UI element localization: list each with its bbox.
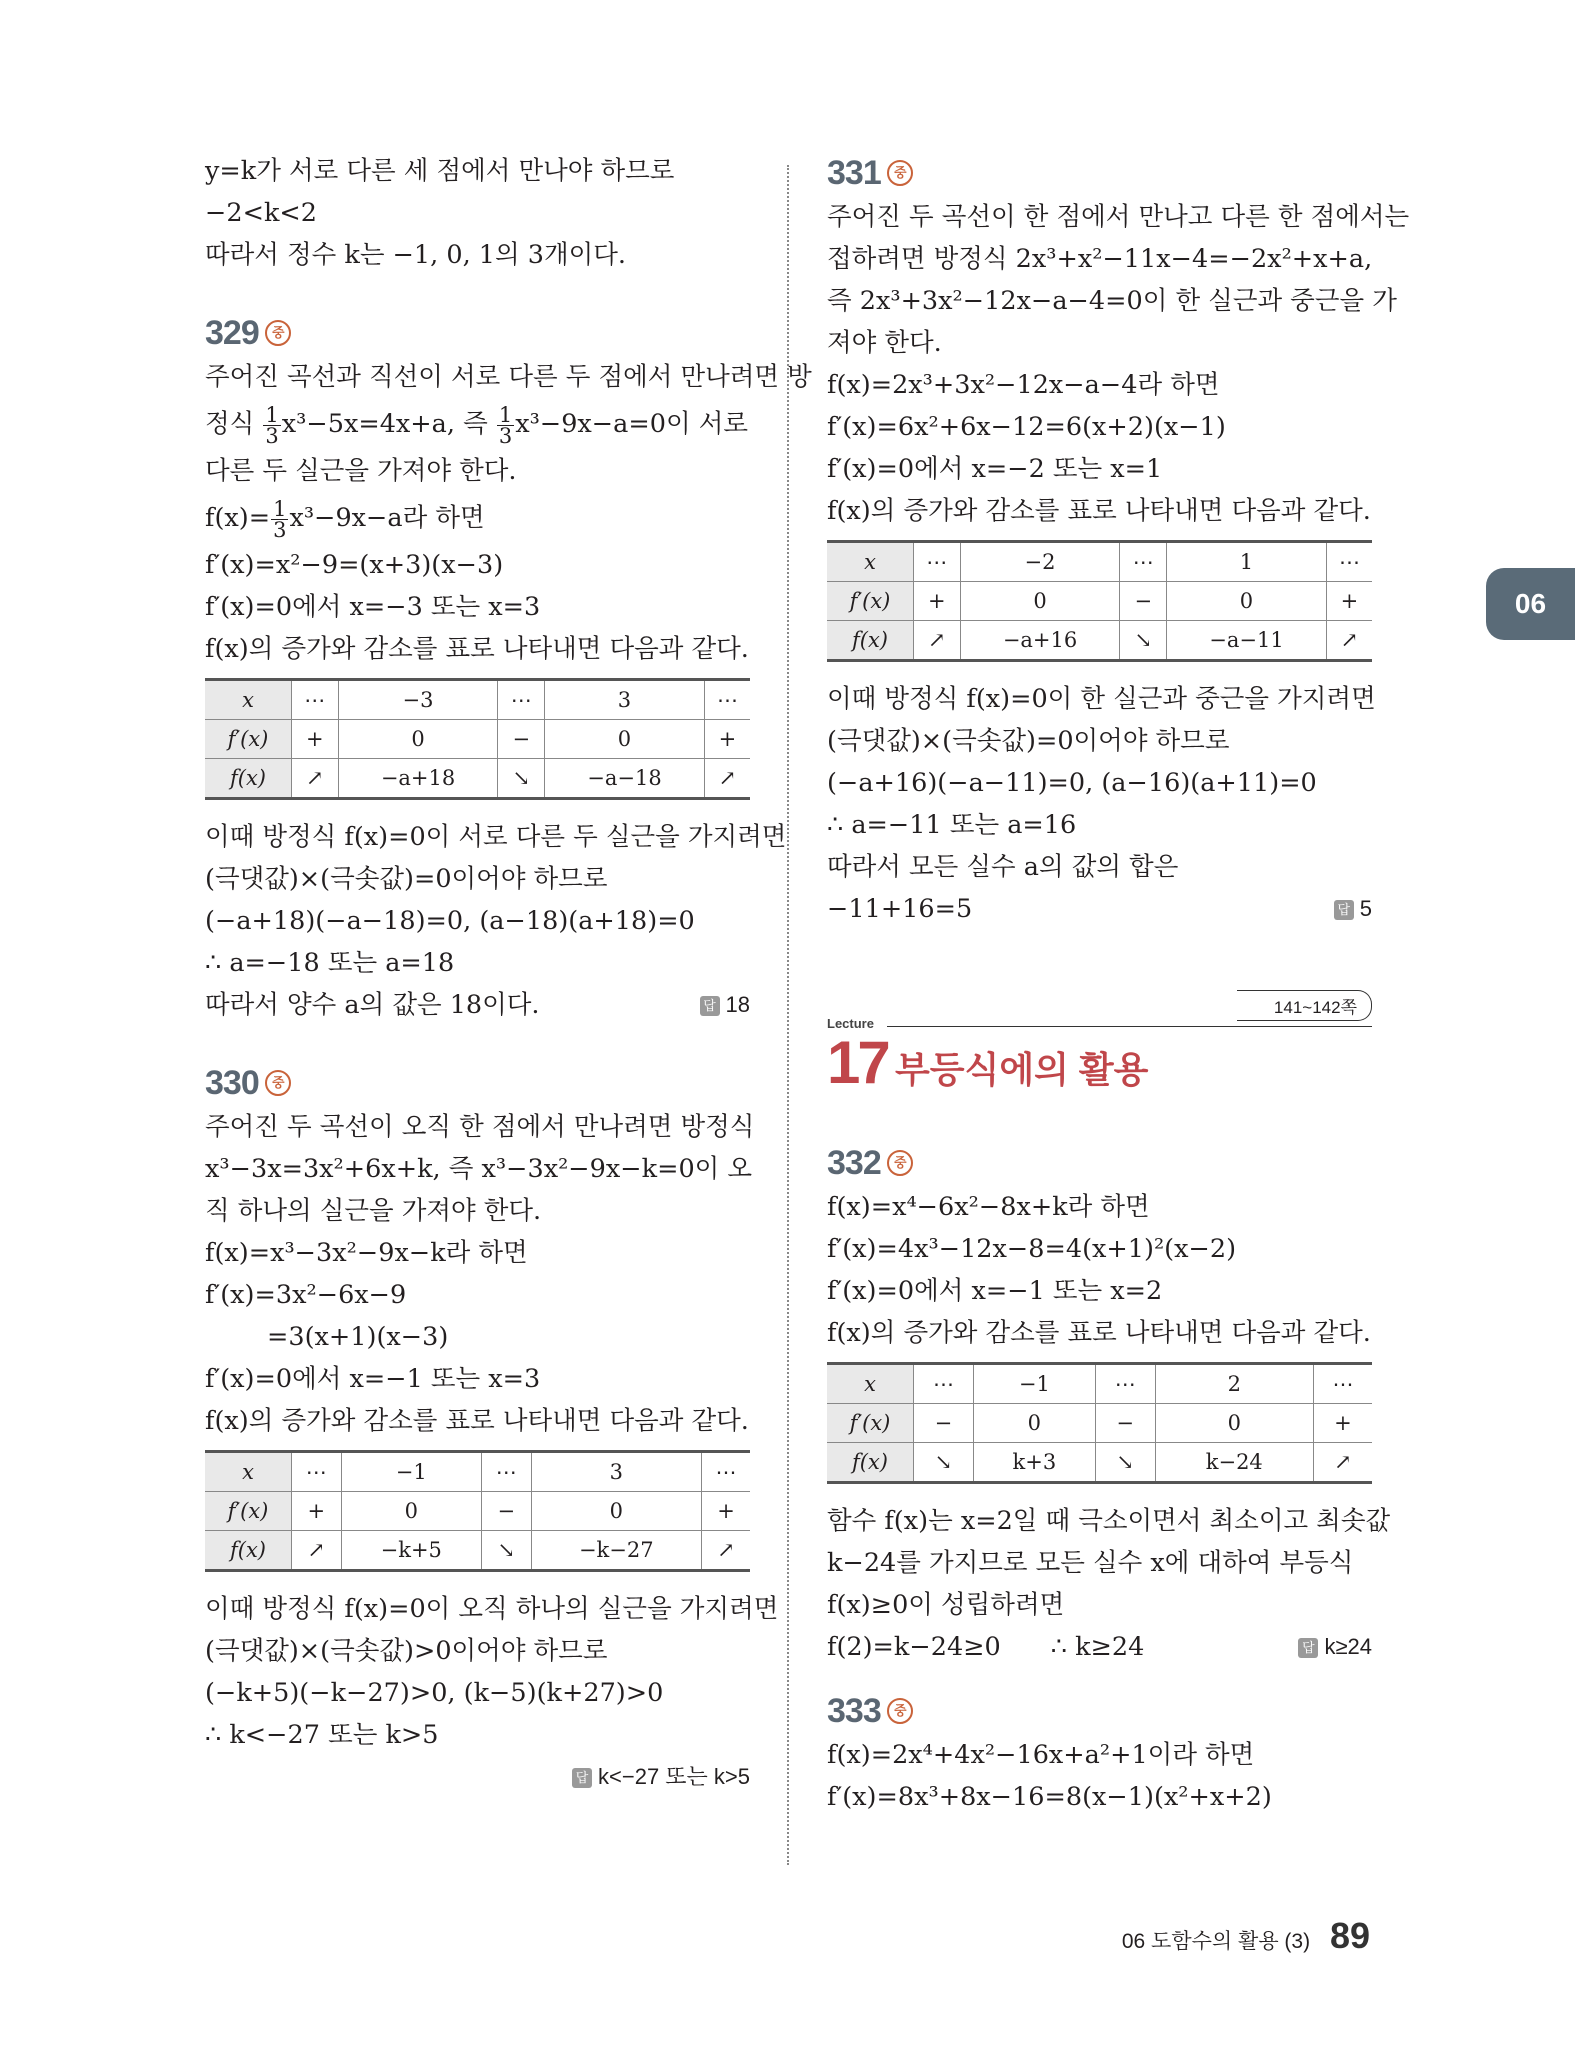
difficulty-badge: 중 bbox=[887, 160, 913, 186]
table-cell: k−24 bbox=[1155, 1443, 1313, 1483]
variation-table bbox=[205, 1450, 750, 1572]
left-column bbox=[205, 150, 812, 1798]
table-cell: f(x) bbox=[827, 1443, 914, 1483]
table-cell: 3 bbox=[545, 680, 705, 720]
table-cell: 0 bbox=[960, 582, 1120, 621]
table-cell: ↗ bbox=[292, 759, 339, 799]
problem-333 bbox=[827, 1688, 1372, 1818]
table-row bbox=[827, 582, 1372, 621]
text-line: f′(x)=0에서 x=−1 또는 x=2 bbox=[827, 1276, 1163, 1306]
table-cell: − bbox=[914, 1404, 974, 1443]
lecture-label: Lecture bbox=[827, 1016, 874, 1031]
table-cell: −k−27 bbox=[531, 1531, 701, 1571]
table-row bbox=[827, 1404, 1372, 1443]
page-number: 89 bbox=[1329, 1915, 1370, 1956]
table-cell: −a+16 bbox=[960, 621, 1120, 661]
text-line: 정식 $\frac{1}{3}$ x³−5x=4x+a, 즉 $\frac{1}{3}$ x³−9x−a=0이 서로 bbox=[205, 402, 748, 448]
table-cell: f(x) bbox=[205, 1531, 292, 1571]
table-cell: ↗ bbox=[702, 1531, 750, 1571]
table-cell: 0 bbox=[973, 1404, 1095, 1443]
table-cell: + bbox=[702, 1492, 750, 1531]
table-cell: 0 bbox=[1167, 582, 1327, 621]
table-cell: ⋯ bbox=[914, 1364, 974, 1404]
problem-number: 329 중 bbox=[205, 310, 750, 356]
table-cell: − bbox=[498, 720, 545, 759]
table-cell: + bbox=[292, 1492, 342, 1531]
table-cell: ↘ bbox=[914, 1443, 974, 1483]
problem-330 bbox=[205, 1060, 779, 1798]
table-row bbox=[205, 720, 750, 759]
lecture-header bbox=[827, 990, 1372, 1140]
text-line: f(x)=x⁴−6x²−8x+k라 하면 bbox=[827, 1192, 1150, 1222]
table-row bbox=[205, 680, 750, 720]
table-row bbox=[827, 1443, 1372, 1483]
text-line: f′(x)=8x³+8x−16=8(x−1)(x²+x+2) bbox=[827, 1782, 1272, 1812]
text-line: 접하려면 방정식 2x³+x²−11x−4=−2x²+x+a, bbox=[827, 244, 1373, 274]
text-line: f(x)의 증가와 감소를 표로 나타내면 다음과 같다. bbox=[205, 634, 749, 664]
table-cell: x bbox=[827, 1364, 914, 1404]
table-cell: x bbox=[827, 542, 914, 582]
table-cell: ⋯ bbox=[292, 680, 339, 720]
text-line: k−24를 가지므로 모든 실수 x에 대하여 부등식 bbox=[827, 1548, 1354, 1578]
lecture-title: 부등식에의 활용 bbox=[895, 1049, 1149, 1090]
table-cell: k+3 bbox=[973, 1443, 1095, 1483]
text-line: 져야 한다. bbox=[827, 328, 942, 358]
text-line: 이때 방정식 f(x)=0이 오직 하나의 실근을 가지려면 bbox=[205, 1594, 779, 1624]
text-line: f′(x)=0에서 x=−1 또는 x=3 bbox=[205, 1364, 541, 1394]
table-cell: ⋯ bbox=[498, 680, 545, 720]
text-line: (극댓값)×(극솟값)>0이어야 하므로 bbox=[205, 1636, 608, 1666]
table-cell: 3 bbox=[531, 1452, 701, 1492]
table-cell: f(x) bbox=[827, 621, 914, 661]
table-cell: ↗ bbox=[914, 621, 961, 661]
table-cell: −a−18 bbox=[545, 759, 705, 799]
table-cell: −k+5 bbox=[341, 1531, 481, 1571]
table-cell: ⋯ bbox=[1120, 542, 1167, 582]
problem-number: 333 중 bbox=[827, 1688, 1372, 1734]
table-cell: − bbox=[481, 1492, 531, 1531]
table-row bbox=[205, 759, 750, 799]
table-cell: ⋯ bbox=[1313, 1364, 1372, 1404]
table-row bbox=[205, 1452, 750, 1492]
answer-line bbox=[205, 1756, 750, 1798]
table-cell: x bbox=[205, 680, 292, 720]
table-cell: −2 bbox=[960, 542, 1120, 582]
table-cell: ⋯ bbox=[702, 1452, 750, 1492]
difficulty-badge: 중 bbox=[265, 320, 291, 346]
table-cell: + bbox=[292, 720, 339, 759]
table-cell: −1 bbox=[341, 1452, 481, 1492]
answer: 답 18 bbox=[700, 984, 750, 1026]
table-row bbox=[205, 1531, 750, 1571]
text-line: f′(x)=0에서 x=−2 또는 x=1 bbox=[827, 454, 1163, 484]
text-line: f(x)의 증가와 감소를 표로 나타내면 다음과 같다. bbox=[205, 1406, 749, 1436]
right-column bbox=[827, 150, 1410, 1818]
table-cell: + bbox=[1326, 582, 1372, 621]
answer-icon: 답 bbox=[1298, 1638, 1318, 1658]
text-line: 주어진 두 곡선이 오직 한 점에서 만나려면 방정식 bbox=[205, 1112, 755, 1142]
variation-table bbox=[827, 540, 1372, 662]
table-cell: f′(x) bbox=[827, 1404, 914, 1443]
table-cell: ↘ bbox=[1095, 1443, 1155, 1483]
table-cell: f(x) bbox=[205, 759, 292, 799]
table-cell: ↗ bbox=[292, 1531, 342, 1571]
table-row bbox=[827, 1364, 1372, 1404]
text-line: f′(x)=6x²+6x−12=6(x+2)(x−1) bbox=[827, 412, 1226, 442]
table-cell: −a+18 bbox=[338, 759, 498, 799]
table-cell: ⋯ bbox=[914, 542, 961, 582]
lecture-rule bbox=[887, 1026, 1372, 1027]
text-line: 주어진 두 곡선이 한 점에서 만나고 다른 한 점에서는 bbox=[827, 202, 1410, 232]
text-line: f′(x)=x²−9=(x+3)(x−3) bbox=[205, 550, 504, 580]
text-line: f(x)의 증가와 감소를 표로 나타내면 다음과 같다. bbox=[827, 1318, 1371, 1348]
text-line: ∴ k<−27 또는 k>5 bbox=[205, 1720, 439, 1750]
table-cell: ↗ bbox=[704, 759, 750, 799]
variation-table bbox=[205, 678, 750, 800]
answer: 답 k<−27 또는 k>5 bbox=[572, 1756, 750, 1798]
table-cell: 1 bbox=[1167, 542, 1327, 582]
table-cell: 0 bbox=[545, 720, 705, 759]
table-cell: ↘ bbox=[481, 1531, 531, 1571]
text-line: f(x)=x³−3x²−9x−k라 하면 bbox=[205, 1238, 528, 1268]
fraction: $\frac{1}{3}$ bbox=[265, 402, 279, 448]
text-line: 함수 f(x)는 x=2일 때 극소이면서 최소이고 최솟값 bbox=[827, 1506, 1391, 1536]
table-cell: 0 bbox=[338, 720, 498, 759]
table-cell: ↗ bbox=[1326, 621, 1372, 661]
table-cell: ⋯ bbox=[1326, 542, 1372, 582]
text-line: 즉 2x³+3x²−12x−a−4=0이 한 실근과 중근을 가 bbox=[827, 286, 1397, 316]
chapter-title: 06 도함수의 활용 (3) bbox=[1121, 1930, 1311, 1953]
chapter-tab[interactable]: 06 bbox=[1486, 568, 1575, 640]
text-line: x³−3x=3x²+6x+k, 즉 x³−3x²−9x−k=0이 오 bbox=[205, 1154, 753, 1184]
text-line: (−a+16)(−a−11)=0, (a−16)(a+11)=0 bbox=[827, 768, 1317, 798]
problem-331 bbox=[827, 150, 1410, 930]
text-line: 따라서 모든 실수 a의 값의 합은 bbox=[827, 852, 1179, 882]
text-line: f′(x)=3x²−6x−9 bbox=[205, 1280, 407, 1310]
text-line: ∴ a=−18 또는 a=18 bbox=[205, 948, 455, 978]
page-footer bbox=[1122, 1915, 1370, 1957]
table-cell: ↗ bbox=[1313, 1443, 1372, 1483]
table-cell: ⋯ bbox=[292, 1452, 342, 1492]
text-line: (극댓값)×(극솟값)=0이어야 하므로 bbox=[205, 864, 608, 894]
text-line: y=k가 서로 다른 세 점에서 만나야 하므로 bbox=[205, 156, 675, 186]
fraction: $\frac{1}{3}$ bbox=[273, 496, 287, 542]
problem-332 bbox=[827, 1140, 1391, 1668]
table-cell: − bbox=[1095, 1404, 1155, 1443]
text-line: =3(x+1)(x−3) bbox=[267, 1322, 449, 1352]
table-cell: f′(x) bbox=[205, 1492, 292, 1531]
table-cell: x bbox=[205, 1452, 292, 1492]
table-cell: ↘ bbox=[498, 759, 545, 799]
column-divider bbox=[787, 165, 789, 1865]
problem-number: 332 중 bbox=[827, 1140, 1372, 1186]
text-line: f(x)=2x⁴+4x²−16x+a²+1이라 하면 bbox=[827, 1740, 1255, 1770]
fraction: $\frac{1}{3}$ bbox=[498, 402, 513, 448]
text-line: f(x)= $\frac{1}{3}$ x³−9x−a라 하면 bbox=[205, 496, 485, 542]
answer: 답 k≥24 bbox=[1298, 1626, 1372, 1668]
text-line: 주어진 곡선과 직선이 서로 다른 두 점에서 만나려면 방 bbox=[205, 362, 812, 392]
difficulty-badge: 중 bbox=[887, 1698, 913, 1724]
text-line: f(x)의 증가와 감소를 표로 나타내면 다음과 같다. bbox=[827, 496, 1371, 526]
text-line: (−a+18)(−a−18)=0, (a−18)(a+18)=0 bbox=[205, 906, 695, 936]
text-line: 이때 방정식 f(x)=0이 한 실근과 중근을 가지려면 bbox=[827, 684, 1376, 714]
table-cell: ⋯ bbox=[1095, 1364, 1155, 1404]
difficulty-badge: 중 bbox=[887, 1150, 913, 1176]
text-line: 따라서 정수 k는 −1, 0, 1의 3개이다. bbox=[205, 240, 626, 270]
table-row bbox=[827, 542, 1372, 582]
table-row bbox=[827, 621, 1372, 661]
table-cell: 0 bbox=[531, 1492, 701, 1531]
text-line: ∴ a=−11 또는 a=16 bbox=[827, 810, 1077, 840]
answer-icon: 답 bbox=[572, 1768, 592, 1788]
table-cell: ↘ bbox=[1120, 621, 1167, 661]
text-line: −11+16=5 답 5 bbox=[827, 888, 1372, 930]
problem-number: 330 중 bbox=[205, 1060, 750, 1106]
answer-icon: 답 bbox=[1334, 900, 1354, 920]
problem-329 bbox=[205, 310, 812, 1026]
text-line: (극댓값)×(극솟값)=0이어야 하므로 bbox=[827, 726, 1230, 756]
text-line: (−k+5)(−k−27)>0, (k−5)(k+27)>0 bbox=[205, 1678, 664, 1708]
table-cell: −a−11 bbox=[1167, 621, 1327, 661]
table-cell: + bbox=[1313, 1404, 1372, 1443]
text-line: f(x)=2x³+3x²−12x−a−4라 하면 bbox=[827, 370, 1220, 400]
table-cell: f′(x) bbox=[205, 720, 292, 759]
table-row bbox=[205, 1492, 750, 1531]
table-cell: ⋯ bbox=[704, 680, 750, 720]
answer: 답 5 bbox=[1334, 888, 1372, 930]
text-line: 따라서 양수 a의 값은 18이다. 답 18 bbox=[205, 984, 750, 1026]
table-cell: ⋯ bbox=[481, 1452, 531, 1492]
text-line: f′(x)=4x³−12x−8=4(x+1)²(x−2) bbox=[827, 1234, 1237, 1264]
answer-icon: 답 bbox=[700, 996, 720, 1016]
text-line: 이때 방정식 f(x)=0이 서로 다른 두 실근을 가지려면 bbox=[205, 822, 787, 852]
text-line: f(x)≥0이 성립하려면 bbox=[827, 1590, 1065, 1620]
page-range: 141~142쪽 bbox=[1237, 990, 1372, 1021]
difficulty-badge: 중 bbox=[265, 1070, 291, 1096]
lecture-number: 17 bbox=[827, 1029, 888, 1096]
text-line: f′(x)=0에서 x=−3 또는 x=3 bbox=[205, 592, 541, 622]
problem-number: 331 중 bbox=[827, 150, 1372, 196]
text-line: 다른 두 실근을 가져야 한다. bbox=[205, 456, 517, 486]
table-cell: 0 bbox=[1155, 1404, 1313, 1443]
text-line: 직 하나의 실근을 가져야 한다. bbox=[205, 1196, 542, 1226]
text-line: −2<k<2 bbox=[205, 198, 317, 228]
table-cell: 0 bbox=[341, 1492, 481, 1531]
table-cell: + bbox=[914, 582, 961, 621]
table-cell: 2 bbox=[1155, 1364, 1313, 1404]
table-cell: − bbox=[1120, 582, 1167, 621]
table-cell: + bbox=[704, 720, 750, 759]
table-cell: −1 bbox=[973, 1364, 1095, 1404]
variation-table bbox=[827, 1362, 1372, 1484]
table-cell: f′(x) bbox=[827, 582, 914, 621]
table-cell: −3 bbox=[338, 680, 498, 720]
text-line: f(2)=k−24≥0 ∴ k≥24 답 k≥24 bbox=[827, 1626, 1372, 1668]
